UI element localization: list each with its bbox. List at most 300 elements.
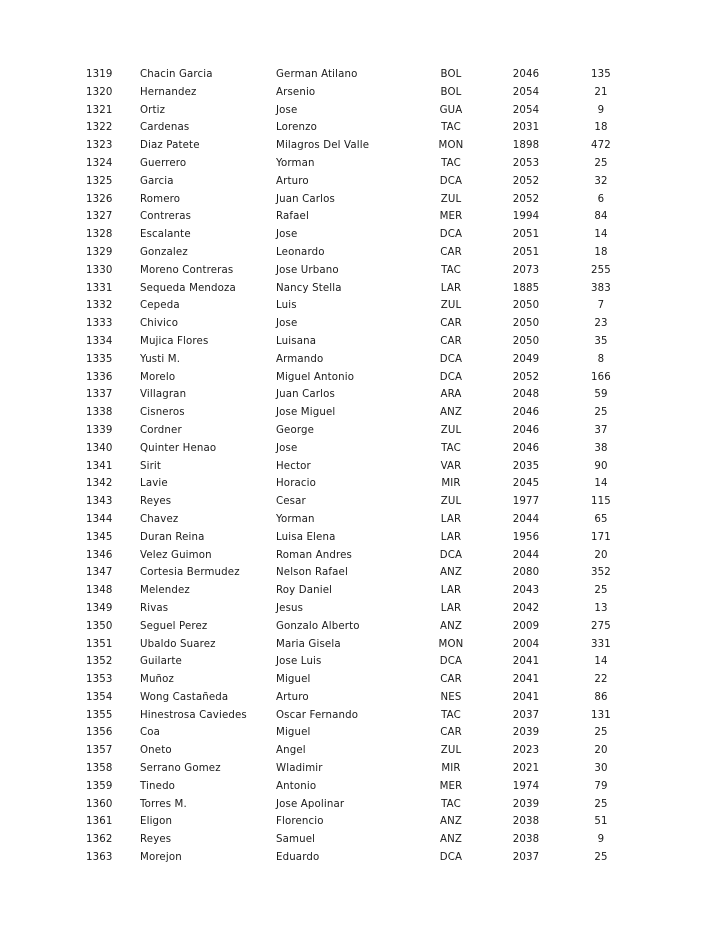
first-name-cell: Yorman [276,157,315,169]
first-name-cell: Miguel [276,674,311,686]
rating-cell: 1885 [512,282,540,294]
region-code-cell: ANZ [439,816,463,828]
first-name-cell: Roy Daniel [276,585,333,597]
rating-cell: 2049 [512,353,540,365]
value-cell: 86 [594,691,608,703]
region-code-cell: MIR [441,478,461,490]
value-cell: 13 [594,602,608,614]
last-name-cell: Guilarte [140,656,182,668]
first-name-cell: Luisana [276,335,317,347]
rating-cell: 2046 [512,424,540,436]
table-row [0,386,728,404]
first-name-cell: Maria Gisela [276,638,341,650]
value-cell: 472 [591,140,611,152]
rating-cell: 2054 [512,86,540,98]
last-name-cell: Mujica Flores [140,335,209,347]
value-cell: 32 [594,175,608,187]
table-row [0,66,728,84]
row-number-cell: 1348 [86,585,113,597]
last-name-cell: Seguel Perez [140,620,208,632]
row-number-cell: 1339 [86,424,113,436]
first-name-cell: Juan Carlos [276,389,335,401]
table-row [0,191,728,209]
region-code-cell: DCA [439,656,463,668]
row-number-cell: 1335 [86,353,113,365]
last-name-cell: Sirit [140,460,162,472]
value-cell: 14 [594,478,608,490]
value-cell: 18 [594,122,608,134]
value-cell: 7 [597,300,605,312]
region-code-cell: ZUL [440,193,462,205]
table-row [0,671,728,689]
last-name-cell: Morelo [140,371,176,383]
rating-cell: 2004 [512,638,540,650]
row-number-cell: 1325 [86,175,113,187]
rating-cell: 2023 [512,745,540,757]
table-row [0,653,728,671]
value-cell: 171 [591,531,611,543]
row-number-cell: 1327 [86,211,113,223]
table-row [0,529,728,547]
region-code-cell: GUA [439,104,463,116]
region-code-cell: MER [439,211,463,223]
value-cell: 21 [594,86,608,98]
first-name-cell: Eduardo [276,852,320,864]
table-row [0,155,728,173]
rating-cell: 2050 [512,335,540,347]
rating-cell: 2053 [512,157,540,169]
table-row [0,226,728,244]
first-name-cell: Jose [276,229,298,241]
rating-cell: 2037 [512,709,540,721]
rating-cell: 2043 [512,585,540,597]
region-code-cell: DCA [439,229,463,241]
table-row [0,849,728,867]
row-number-cell: 1344 [86,513,113,525]
region-code-cell: TAC [441,157,461,169]
rating-cell: 2039 [512,798,540,810]
row-number-cell: 1363 [86,852,113,864]
last-name-cell: Oneto [140,745,172,757]
first-name-cell: Jose [276,318,298,330]
region-code-cell: TAC [441,122,461,134]
rating-cell: 2051 [512,229,540,241]
rating-cell: 1956 [512,531,540,543]
table-row [0,297,728,315]
region-code-cell: MON [438,140,464,152]
value-cell: 352 [591,567,611,579]
region-code-cell: CAR [440,318,462,330]
table-row [0,689,728,707]
row-number-cell: 1338 [86,407,113,419]
region-code-cell: DCA [439,852,463,864]
value-cell: 9 [597,834,605,846]
table-row [0,511,728,529]
row-number-cell: 1342 [86,478,113,490]
table-row [0,707,728,725]
last-name-cell: Guerrero [140,157,187,169]
last-name-cell: Yusti M. [140,353,181,365]
last-name-cell: Eligon [140,816,173,828]
first-name-cell: Samuel [276,834,316,846]
first-name-cell: Milagros Del Valle [276,140,370,152]
rating-cell: 2080 [512,567,540,579]
rating-cell: 2045 [512,478,540,490]
first-name-cell: Rafael [276,211,309,223]
table-row [0,564,728,582]
last-name-cell: Escalante [140,229,191,241]
row-number-cell: 1353 [86,674,113,686]
region-code-cell: ZUL [440,496,462,508]
last-name-cell: Coa [140,727,161,739]
rating-cell: 2038 [512,834,540,846]
rating-cell: 2046 [512,442,540,454]
table-row [0,102,728,120]
row-number-cell: 1322 [86,122,113,134]
row-number-cell: 1319 [86,69,113,80]
rating-cell: 2046 [512,69,540,80]
value-cell: 38 [594,442,608,454]
value-cell: 25 [594,407,608,419]
first-name-cell: Miguel Antonio [276,371,355,383]
last-name-cell: Hernandez [140,86,197,98]
first-name-cell: Nancy Stella [276,282,342,294]
rating-cell: 2050 [512,318,540,330]
row-number-cell: 1331 [86,282,113,294]
last-name-cell: Garcia [140,175,174,187]
region-code-cell: MER [439,780,463,792]
first-name-cell: Jesus [276,602,304,614]
row-number-cell: 1350 [86,620,113,632]
value-cell: 8 [597,353,605,365]
first-name-cell: Angel [276,745,306,757]
first-name-cell: Antonio [276,780,317,792]
rating-cell: 2035 [512,460,540,472]
row-number-cell: 1355 [86,709,113,721]
first-name-cell: Wladimir [276,763,323,775]
first-name-cell: Jose Urbano [276,264,339,276]
last-name-cell: Cepeda [140,300,180,312]
table-row [0,280,728,298]
first-name-cell: Miguel [276,727,311,739]
first-name-cell: Arturo [276,691,309,703]
last-name-cell: Serrano Gomez [140,763,221,775]
last-name-cell: Chacin Garcia [140,69,213,80]
region-code-cell: ARA [440,389,462,401]
row-number-cell: 1357 [86,745,113,757]
first-name-cell: Jose Luis [276,656,322,668]
value-cell: 20 [594,745,608,757]
last-name-cell: Cortesia Bermudez [140,567,240,579]
rating-cell: 2041 [512,674,540,686]
value-cell: 59 [594,389,608,401]
value-cell: 79 [594,780,608,792]
rating-cell: 2044 [512,549,540,561]
value-cell: 84 [594,211,608,223]
value-cell: 22 [594,674,608,686]
region-code-cell: ZUL [440,424,462,436]
first-name-cell: Juan Carlos [276,193,335,205]
rating-cell: 2021 [512,763,540,775]
region-code-cell: CAR [440,674,462,686]
value-cell: 25 [594,585,608,597]
region-code-cell: ZUL [440,745,462,757]
value-cell: 6 [597,193,605,205]
table-row [0,813,728,831]
table-row [0,422,728,440]
first-name-cell: Hector [276,460,311,472]
rating-cell: 1974 [512,780,540,792]
rating-cell: 2041 [512,656,540,668]
rating-cell: 2038 [512,816,540,828]
table-row [0,458,728,476]
rating-cell: 2050 [512,300,540,312]
first-name-cell: Oscar Fernando [276,709,359,721]
row-number-cell: 1347 [86,567,113,579]
value-cell: 30 [594,763,608,775]
table-row [0,582,728,600]
last-name-cell: Cisneros [140,407,185,419]
last-name-cell: Velez Guimon [140,549,212,561]
row-number-cell: 1332 [86,300,113,312]
row-number-cell: 1345 [86,531,113,543]
last-name-cell: Chavez [140,513,179,525]
table-row [0,137,728,155]
region-code-cell: DCA [439,549,463,561]
first-name-cell: Horacio [276,478,317,490]
table-row [0,831,728,849]
value-cell: 14 [594,229,608,241]
region-code-cell: CAR [440,727,462,739]
first-name-cell: Arturo [276,175,309,187]
region-code-cell: LAR [440,282,462,294]
last-name-cell: Diaz Patete [140,140,200,152]
table-row [0,333,728,351]
first-name-cell: Armando [276,353,324,365]
rating-cell: 2051 [512,246,540,258]
table-row [0,547,728,565]
value-cell: 25 [594,727,608,739]
first-name-cell: Jose Miguel [276,407,336,419]
row-number-cell: 1351 [86,638,113,650]
rating-cell: 2046 [512,407,540,419]
table-row [0,600,728,618]
region-code-cell: ANZ [439,834,463,846]
last-name-cell: Cardenas [140,122,190,134]
region-code-cell: LAR [440,602,462,614]
table-row [0,119,728,137]
row-number-cell: 1346 [86,549,113,561]
value-cell: 135 [591,69,611,80]
last-name-cell: Ortiz [140,104,166,116]
region-code-cell: ANZ [439,567,463,579]
table-row [0,262,728,280]
table-row [0,315,728,333]
row-number-cell: 1343 [86,496,113,508]
first-name-cell: Gonzalo Alberto [276,620,360,632]
last-name-cell: Moreno Contreras [140,264,234,276]
value-cell: 14 [594,656,608,668]
region-code-cell: TAC [441,442,461,454]
table-row [0,618,728,636]
last-name-cell: Reyes [140,496,172,508]
row-number-cell: 1356 [86,727,113,739]
first-name-cell: Arsenio [276,86,316,98]
value-cell: 331 [591,638,611,650]
region-code-cell: ANZ [439,407,463,419]
table-row [0,440,728,458]
rating-cell: 2042 [512,602,540,614]
region-code-cell: MON [438,638,464,650]
row-number-cell: 1333 [86,318,113,330]
first-name-cell: Luis [276,300,297,312]
last-name-cell: Cordner [140,424,182,436]
table-row [0,778,728,796]
first-name-cell: Yorman [276,513,315,525]
first-name-cell: Jose [276,442,298,454]
row-number-cell: 1360 [86,798,113,810]
value-cell: 37 [594,424,608,436]
last-name-cell: Sequeda Mendoza [140,282,236,294]
region-code-cell: TAC [441,709,461,721]
rating-cell: 2073 [512,264,540,276]
region-code-cell: BOL [440,86,462,98]
row-number-cell: 1358 [86,763,113,775]
value-cell: 23 [594,318,608,330]
value-cell: 25 [594,157,608,169]
region-code-cell: DCA [439,371,463,383]
last-name-cell: Morejon [140,852,182,864]
last-name-cell: Gonzalez [140,246,188,258]
value-cell: 18 [594,246,608,258]
last-name-cell: Lavie [140,478,168,490]
row-number-cell: 1340 [86,442,113,454]
rating-cell: 2054 [512,104,540,116]
first-name-cell: Roman Andres [276,549,352,561]
first-name-cell: Jose [276,104,298,116]
rating-cell: 1994 [512,211,540,223]
table-row [0,369,728,387]
region-code-cell: CAR [440,335,462,347]
last-name-cell: Duran Reina [140,531,205,543]
rating-cell: 2048 [512,389,540,401]
row-number-cell: 1359 [86,780,113,792]
row-number-cell: 1337 [86,389,113,401]
row-number-cell: 1328 [86,229,113,241]
row-number-cell: 1321 [86,104,113,116]
value-cell: 115 [591,496,611,508]
rating-cell: 2009 [512,620,540,632]
table-row [0,208,728,226]
region-code-cell: TAC [441,798,461,810]
table-row [0,84,728,102]
row-number-cell: 1330 [86,264,113,276]
rating-cell: 2041 [512,691,540,703]
row-number-cell: 1336 [86,371,113,383]
row-number-cell: 1334 [86,335,113,347]
value-cell: 166 [591,371,611,383]
value-cell: 275 [591,620,611,632]
table-row [0,475,728,493]
region-code-cell: LAR [440,585,462,597]
rating-cell: 2037 [512,852,540,864]
value-cell: 255 [591,264,611,276]
last-name-cell: Quinter Henao [140,442,217,454]
last-name-cell: Wong Castañeda [140,691,229,703]
last-name-cell: Contreras [140,211,192,223]
table-row [0,173,728,191]
value-cell: 51 [594,816,608,828]
region-code-cell: BOL [440,69,462,80]
value-cell: 65 [594,513,608,525]
rating-cell: 1898 [512,140,540,152]
region-code-cell: DCA [439,175,463,187]
rating-cell: 1977 [512,496,540,508]
first-name-cell: Leonardo [276,246,325,258]
region-code-cell: ANZ [439,620,463,632]
rating-cell: 2052 [512,193,540,205]
first-name-cell: Nelson Rafael [276,567,348,579]
table-row [0,724,728,742]
rating-cell: 2044 [512,513,540,525]
first-name-cell: German Atilano [276,69,358,80]
region-code-cell: LAR [440,513,462,525]
last-name-cell: Rivas [140,602,169,614]
first-name-cell: Lorenzo [276,122,318,134]
table-row [0,796,728,814]
region-code-cell: ZUL [440,300,462,312]
table-row [0,493,728,511]
value-cell: 9 [597,104,605,116]
last-name-cell: Chivico [140,318,179,330]
rating-cell: 2052 [512,371,540,383]
row-number-cell: 1320 [86,86,113,98]
region-code-cell: DCA [439,353,463,365]
region-code-cell: TAC [441,264,461,276]
region-code-cell: NES [440,691,462,703]
row-number-cell: 1323 [86,140,113,152]
row-number-cell: 1341 [86,460,113,472]
last-name-cell: Villagran [140,389,187,401]
value-cell: 35 [594,335,608,347]
first-name-cell: Florencio [276,816,324,828]
table-row [0,404,728,422]
ranking-table [0,66,728,867]
first-name-cell: Luisa Elena [276,531,336,543]
row-number-cell: 1324 [86,157,113,169]
last-name-cell: Hinestrosa Caviedes [140,709,247,721]
value-cell: 20 [594,549,608,561]
last-name-cell: Reyes [140,834,172,846]
row-number-cell: 1352 [86,656,113,668]
first-name-cell: Cesar [276,496,306,508]
last-name-cell: Romero [140,193,181,205]
table-row [0,760,728,778]
value-cell: 25 [594,798,608,810]
first-name-cell: George [276,424,315,436]
value-cell: 90 [594,460,608,472]
row-number-cell: 1349 [86,602,113,614]
last-name-cell: Torres M. [140,798,187,810]
region-code-cell: LAR [440,531,462,543]
region-code-cell: MIR [441,763,461,775]
row-number-cell: 1361 [86,816,113,828]
value-cell: 131 [591,709,611,721]
first-name-cell: Jose Apolinar [276,798,345,810]
last-name-cell: Muñoz [140,674,175,686]
last-name-cell: Tinedo [140,780,176,792]
row-number-cell: 1326 [86,193,113,205]
